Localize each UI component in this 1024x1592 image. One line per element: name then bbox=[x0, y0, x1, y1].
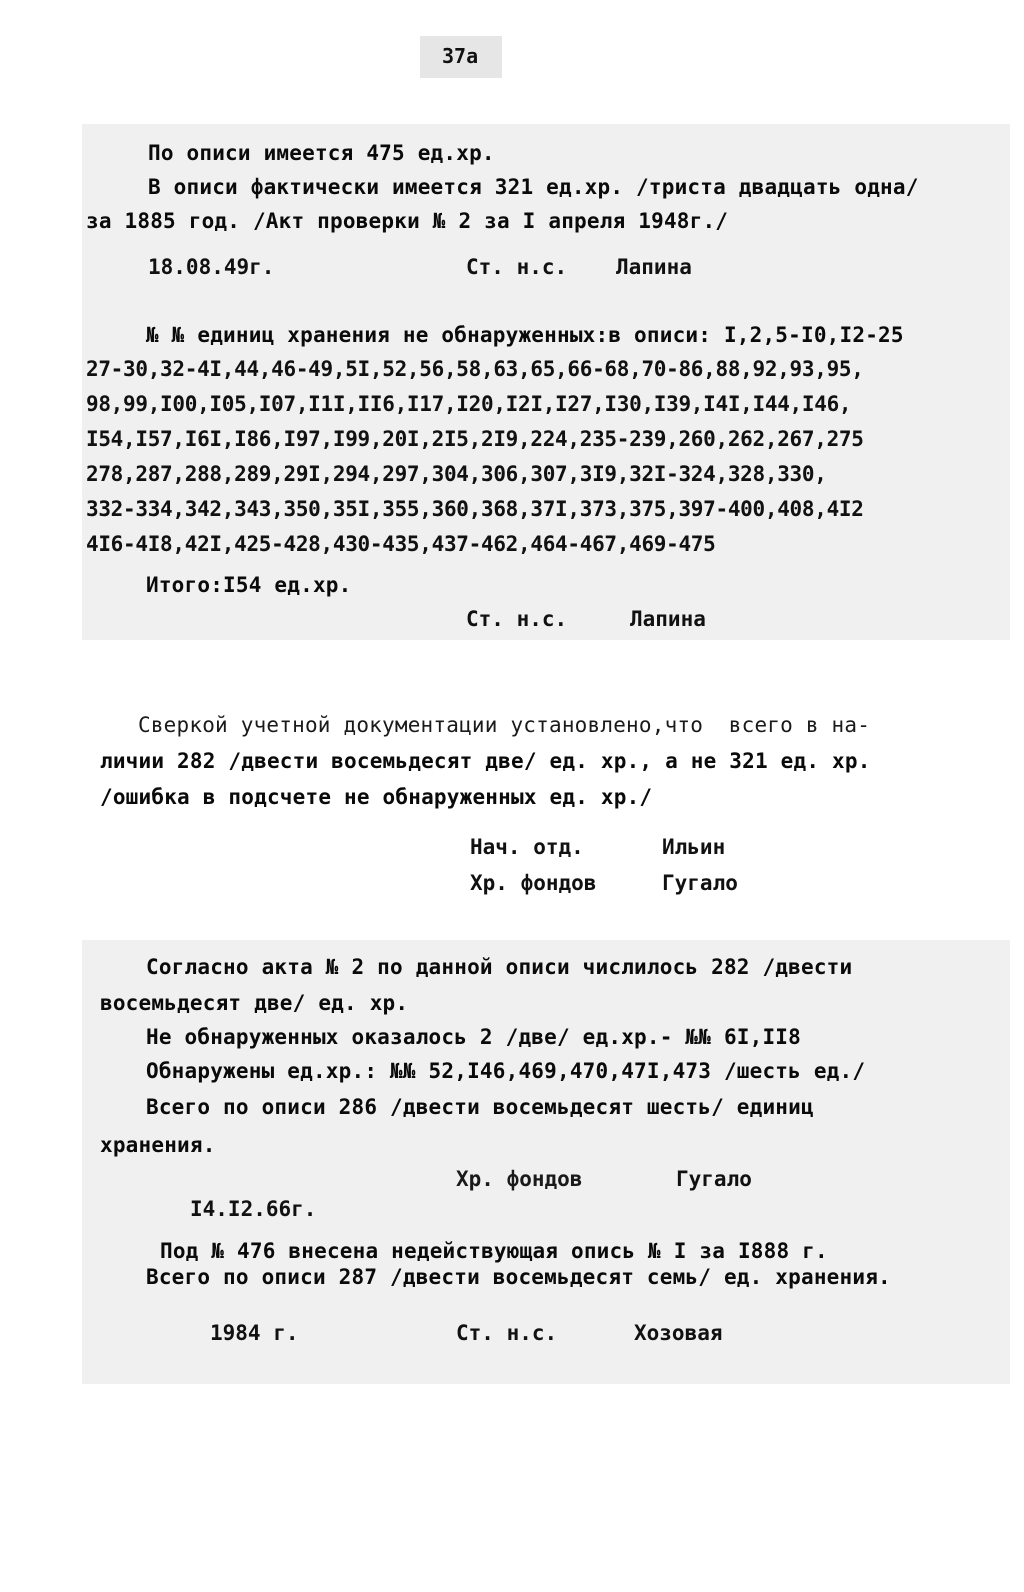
block4-date: I4.I2.66г. bbox=[190, 1197, 317, 1221]
block4-signer-name: Гугало bbox=[676, 1167, 752, 1191]
reconciliation-line: Сверкой учетной документации установлено,что всего в на- bbox=[138, 713, 871, 737]
reconciliation-line: /ошибка в подсчете не обнаруженных ед. хр./ bbox=[100, 785, 653, 809]
missing-items-line: I54,I57,I6I,I86,I97,I99,20I,2I5,2I9,224,235-239,260,262,267,275 bbox=[86, 427, 864, 451]
page-number: 37a bbox=[442, 44, 479, 68]
block5-date: 1984 г. bbox=[210, 1321, 299, 1345]
missing-items-line: 4I6-4I8,42I,425-428,430-435,437-462,464-467,469-475 bbox=[86, 532, 716, 556]
missing-items-line: 278,287,288,289,29I,294,297,304,306,307,3I9,32I-324,328,330, bbox=[86, 462, 827, 486]
missing-items-total: Итого:I54 ед.хр. bbox=[146, 573, 352, 597]
block3-signer1-name: Ильин bbox=[662, 835, 726, 859]
page-number-box bbox=[420, 36, 502, 78]
act-two-line: Обнаружены ед.хр.: №№ 52,I46,469,470,47I,473 /шесть ед./ bbox=[146, 1059, 866, 1083]
added-inventory-line: Под № 476 внесена недействующая опись № I за I888 г. bbox=[160, 1239, 828, 1263]
reconciliation-line: личии 282 /двести восемьдесят две/ ед. хр., а не 321 ед. хр. bbox=[100, 749, 871, 773]
missing-items-intro: № № единиц хранения не обнаруженных:в описи: I,2,5-I0,I2-25 bbox=[146, 323, 904, 347]
actual-count-line: В описи фактически имеется 321 ед.хр. /триста двадцать одна/ bbox=[148, 175, 919, 199]
block1-signer-title: Ст. н.с. bbox=[466, 255, 568, 279]
block4-signer-title: Хр. фондов bbox=[456, 1167, 583, 1191]
act-two-line: восемьдесят две/ ед. хр. bbox=[100, 991, 409, 1015]
missing-items-line: 27-30,32-4I,44,46-49,5I,52,56,58,63,65,66-68,70-86,88,92,93,95, bbox=[86, 357, 864, 381]
block1-signer-name: Лапина bbox=[616, 255, 692, 279]
act-reference-line: за 1885 год. /Акт проверки № 2 за I апреля 1948г./ bbox=[86, 209, 729, 233]
block3-signer2-title: Хр. фондов bbox=[470, 871, 597, 895]
act-two-line: хранения. bbox=[100, 1133, 216, 1157]
block2-signer-name: Лапина bbox=[630, 607, 706, 631]
block5-signer-title: Ст. н.с. bbox=[456, 1321, 558, 1345]
block2-signer-title: Ст. н.с. bbox=[466, 607, 568, 631]
act-two-line: Не обнаруженных оказалось 2 /две/ ед.хр.- №№ 6I,II8 bbox=[146, 1025, 801, 1049]
block1-date: 18.08.49г. bbox=[148, 255, 275, 279]
act-two-line: Всего по описи 286 /двести восемьдесят шесть/ единиц bbox=[146, 1095, 814, 1119]
act-two-line: Согласно акта № 2 по данной описи числилось 282 /двести bbox=[146, 955, 853, 979]
missing-items-line: 98,99,I00,I05,I07,I1I,II6,I17,I20,I2I,I27,I30,I39,I4I,I44,I46, bbox=[86, 392, 852, 416]
inventory-count-line: По описи имеется 475 ед.хр. bbox=[148, 141, 495, 165]
added-inventory-line: Всего по описи 287 /двести восемьдесят семь/ ед. хранения. bbox=[146, 1265, 891, 1289]
block5-signer-name: Хозовая bbox=[634, 1321, 723, 1345]
block3-signer1-title: Нач. отд. bbox=[470, 835, 584, 859]
missing-items-line: 332-334,342,343,350,35I,355,360,368,37I,373,375,397-400,408,4I2 bbox=[86, 497, 864, 521]
block3-signer2-name: Гугало bbox=[662, 871, 738, 895]
